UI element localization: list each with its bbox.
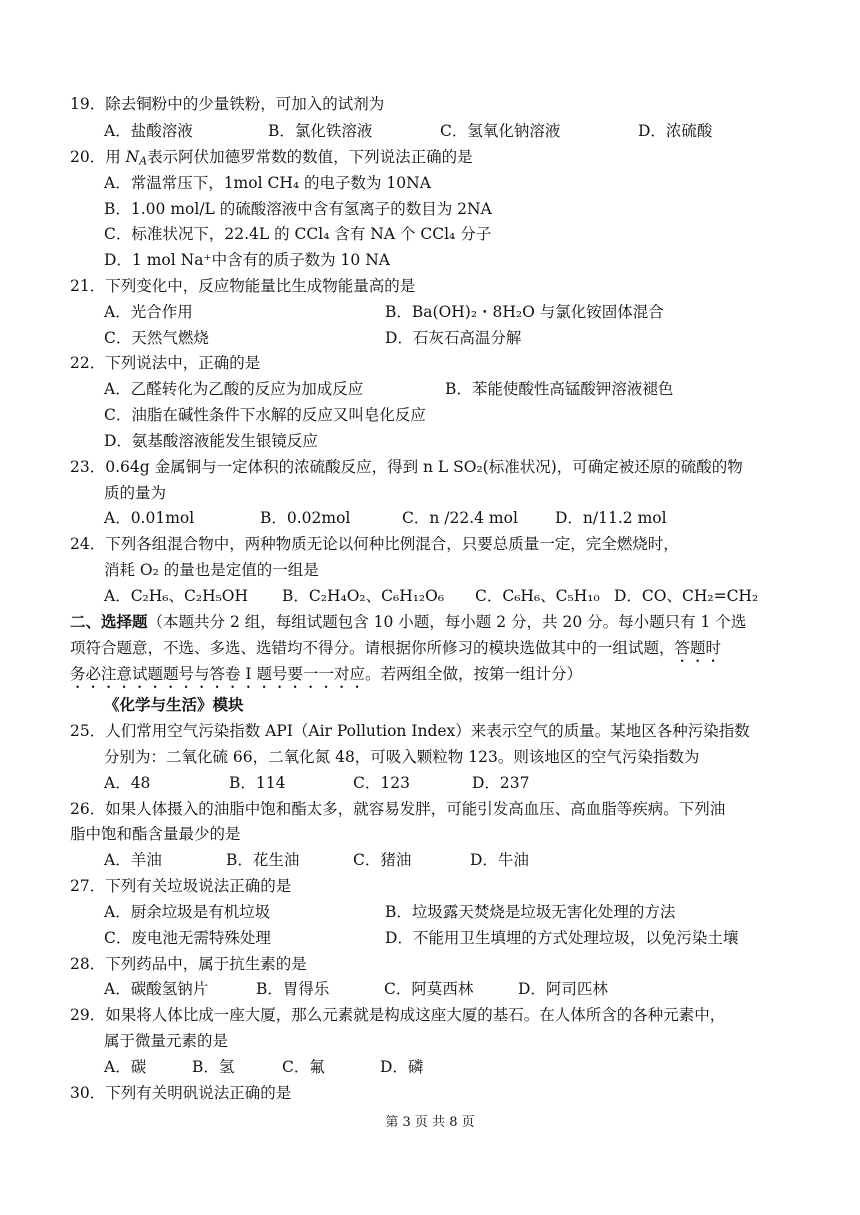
q20-option-c: C．标准状况下，22.4L 的 CCl₄ 含有 NA 个 CCl₄ 分子 (104, 225, 492, 243)
q21-options-row1 (0, 301, 860, 323)
q23-options (0, 507, 860, 529)
section2-heading-line3: 务必注意试题题号与答卷 I 题号要一一对应。若两组全做，按第一组计分） (70, 665, 582, 683)
q26-options (0, 849, 860, 871)
q27-option-b: B．垃圾露天焚烧是垃圾无害化处理的方法 (385, 903, 676, 921)
q21-stem: 21．下列变化中，反应物能量比生成物能量高的是 (70, 277, 416, 295)
q22-options-row1 (0, 378, 860, 400)
section2-heading-line2: 项符合题意，不选、多选、选错均不得分。请根据你所修习的模块选做其中的一组试题，答题时 (70, 639, 722, 657)
q29-options (0, 1056, 860, 1078)
q27-option-c: C．废电池无需特殊处理 (104, 929, 271, 947)
q23-option-b: B．0.02mol (260, 509, 351, 527)
q26-option-b: B．花生油 (226, 851, 300, 869)
q22-option-b: B．苯能使酸性高锰酸钾溶液褪色 (445, 380, 674, 398)
q24-options (0, 585, 860, 607)
q20-option-d: D．1 mol Na⁺中含有的质子数为 10 NA (104, 251, 390, 269)
q26-stem-line1: 26．如果人体摄入的油脂中饱和酯太多，就容易发胖，可能引发高血压、高血脂等疾病。下列油 (70, 800, 726, 818)
q27-option-d: D．不能用卫生填埋的方式处理垃圾，以免污染土壤 (385, 929, 739, 947)
module-title: 《化学与生活》模块 (104, 695, 244, 714)
section2-heading-line1: 二、选择题（本题共分 2 组，每组试题包含 10 小题，每小题 2 分，共 20 分。每小题只有 1 个选 (70, 612, 747, 631)
q24-stem-line1: 24．下列各组混合物中，两种物质无论以何种比例混合，只要总质量一定，完全燃烧时， (70, 535, 679, 553)
q23-option-d: D．n/11.2 mol (555, 509, 667, 527)
q29-stem-line1: 29．如果将人体比成一座大厦，那么元素就是构成这座大厦的基石。在人体所含的各种元素中， (70, 1006, 726, 1024)
q22-option-d: D．氨基酸溶液能发生银镜反应 (104, 432, 318, 450)
q27-stem: 27．下列有关垃圾说法正确的是 (70, 877, 292, 895)
q26-stem-line2: 脂中饱和酯含量最少的是 (70, 825, 241, 843)
q24-option-c: C．C₆H₆、C₅H₁₀ (475, 587, 600, 605)
q29-option-b: B．氢 (192, 1058, 235, 1076)
q23-option-c: C．n /22.4 mol (402, 509, 518, 527)
q26-option-a: A．羊油 (104, 851, 162, 869)
q19-options (0, 120, 860, 142)
q27-options-row1 (0, 901, 860, 923)
q25-stem-line2: 分别为：二氧化硫 66，二氧化氮 48，可吸入颗粒物 123。则该地区的空气污染指数为 (104, 748, 700, 766)
q23-stem-line1: 23．0.64g 金属铜与一定体积的浓硫酸反应，得到 n L SO₂(标准状况)，可确定被还原的硫酸的物 (70, 458, 743, 476)
q20-option-b: B．1.00 mol/L 的硫酸溶液中含有氢离子的数目为 2NA (104, 200, 492, 218)
q25-option-b: B．114 (229, 774, 286, 792)
q25-stem-line1: 25．人们常用空气污染指数 API（Air Pollution Index）来表示空气的质量。某地区各种污染指数 (70, 722, 750, 740)
q28-option-a: A．碳酸氢钠片 (104, 980, 209, 998)
q26-option-d: D．牛油 (470, 851, 529, 869)
q25-option-c: C．123 (353, 774, 410, 792)
q24-option-d: D．CO、CH₂=CH₂ (614, 587, 759, 605)
q27-option-a: A．厨余垃圾是有机垃圾 (104, 903, 271, 921)
q19-option-a: A．盐酸溶液 (104, 122, 193, 140)
q25-options (0, 772, 860, 794)
q26-option-c: C．猪油 (353, 851, 412, 869)
q29-option-a: A．碳 (104, 1058, 147, 1076)
q23-stem-line2: 质的量为 (104, 484, 167, 502)
section2-title: 二、选择题 (70, 612, 148, 631)
q21-option-a: A．光合作用 (104, 303, 193, 321)
q28-option-b: B．胃得乐 (256, 980, 330, 998)
q29-stem-line2: 属于微量元素的是 (104, 1032, 229, 1050)
q25-option-d: D．237 (472, 774, 530, 792)
page-footer: 第 3 页 共 8 页 (385, 1115, 475, 1130)
q21-option-b: B．Ba(OH)₂・8H₂O 与氯化铵固体混合 (385, 303, 664, 321)
q30-stem: 30．下列有关明矾说法正确的是 (70, 1084, 292, 1102)
q19-option-d: D．浓硫酸 (638, 122, 713, 140)
q22-option-a: A．乙醛转化为乙酸的反应为加成反应 (104, 380, 364, 398)
q29-option-c: C．氟 (282, 1058, 325, 1076)
q28-stem: 28．下列药品中，属于抗生素的是 (70, 955, 307, 973)
q29-option-d: D．磷 (380, 1058, 424, 1076)
q19-option-b: B．氯化铁溶液 (268, 122, 373, 140)
q21-options-row2 (0, 327, 860, 349)
q23-option-a: A．0.01mol (104, 509, 195, 527)
q28-options (0, 978, 860, 1000)
q20-option-a: A．常温常压下，1mol CH₄ 的电子数为 10NA (104, 174, 431, 192)
q27-options-row2 (0, 927, 860, 949)
q21-option-d: D．石灰石高温分解 (385, 329, 522, 347)
q22-stem: 22．下列说法中，正确的是 (70, 354, 261, 372)
q20-stem: 20．用 $N_A$表示阿伏加德罗常数的数值，下列说法正确的是 (70, 148, 473, 168)
q24-option-b: B．C₂H₄O₂、C₆H₁₂O₆ (282, 587, 445, 605)
q28-option-c: C．阿莫西林 (384, 980, 474, 998)
q21-option-c: C．天然气燃烧 (104, 329, 209, 347)
q24-option-a: A．C₂H₆、C₂H₅OH (104, 587, 249, 605)
q19-option-c: C．氢氧化钠溶液 (440, 122, 561, 140)
q24-stem-line2: 消耗 O₂ 的量也是定值的一组是 (104, 561, 319, 579)
q22-option-c: C．油脂在碱性条件下水解的反应又叫皂化反应 (104, 406, 426, 424)
q28-option-d: D．阿司匹林 (518, 980, 608, 998)
q25-option-a: A．48 (104, 774, 151, 792)
q19-stem: 19．除去铜粉中的少量铁粉，可加入的试剂为 (70, 95, 385, 113)
